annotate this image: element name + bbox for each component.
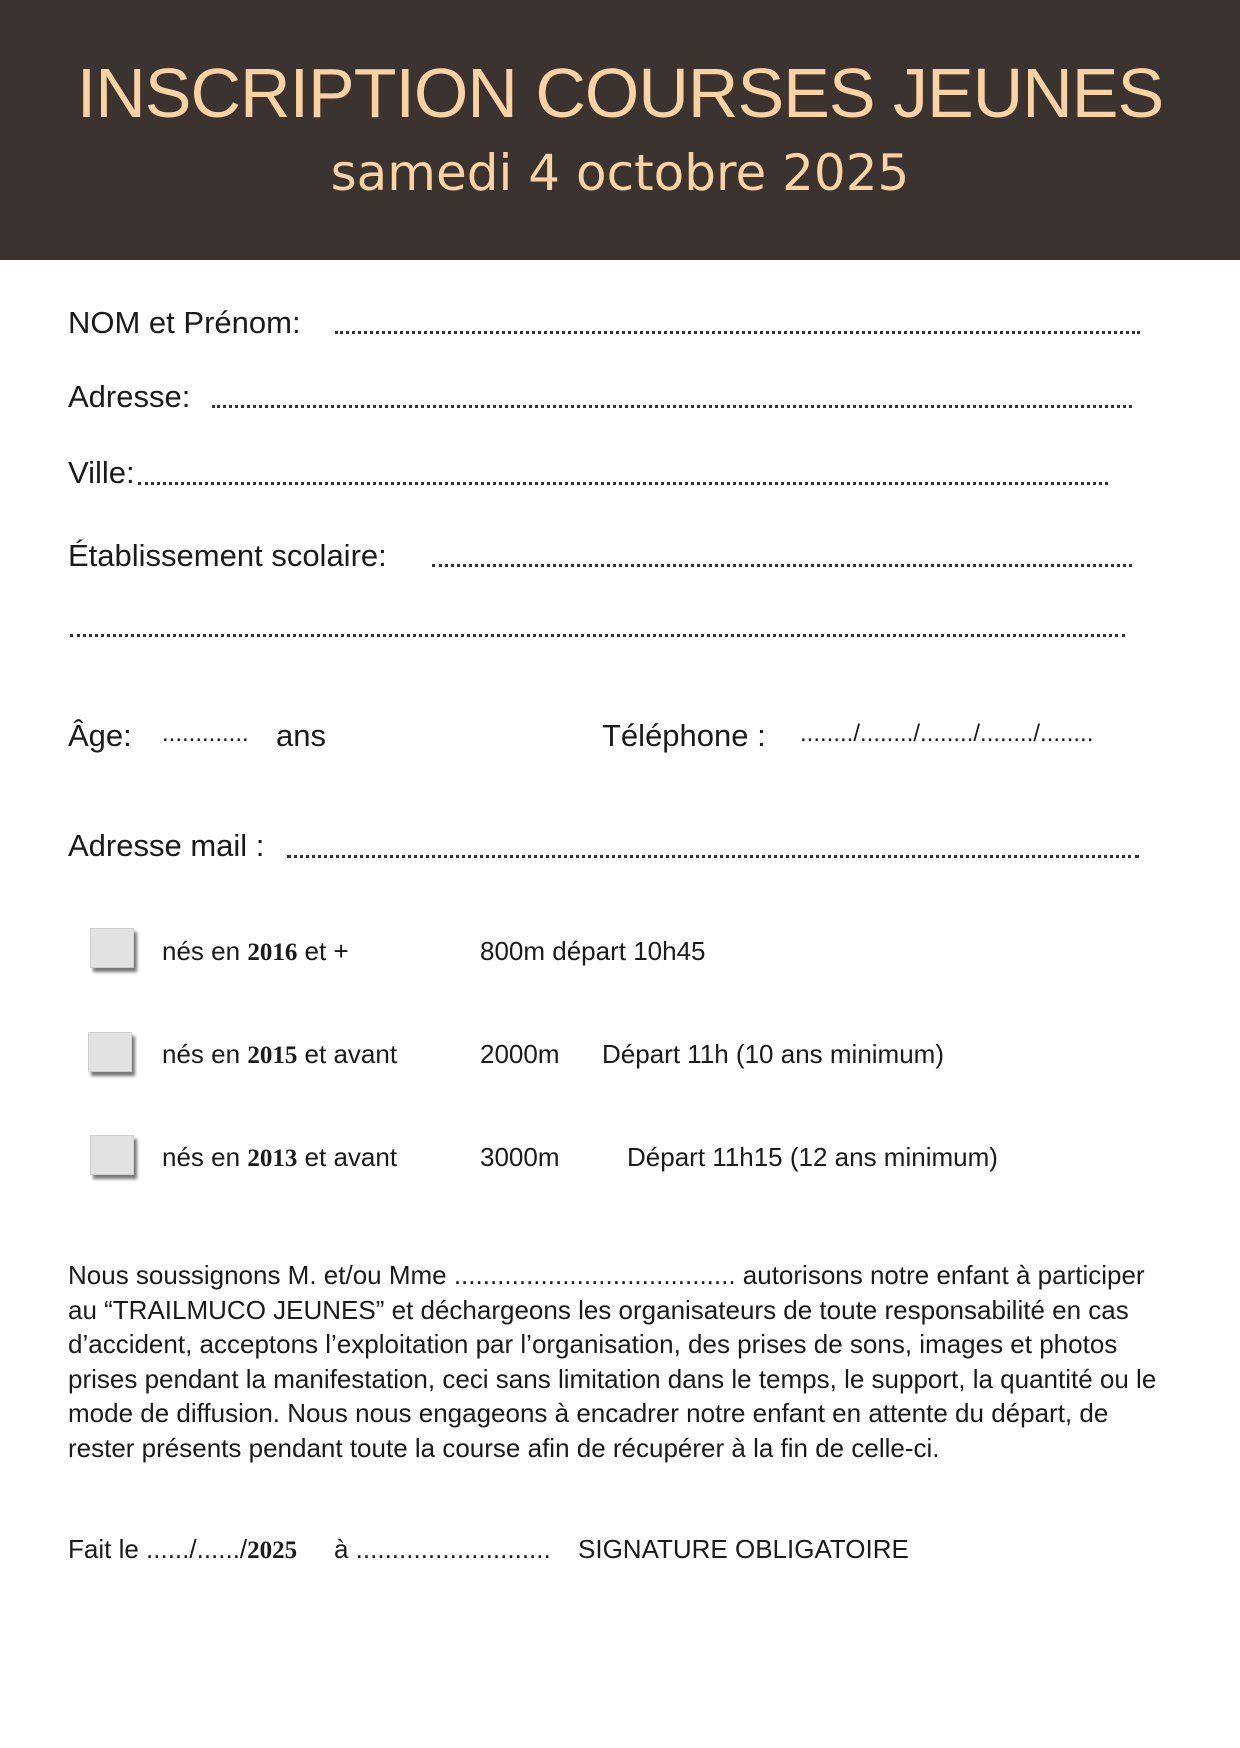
- page-title: INSCRIPTION COURSES JEUNES: [76, 54, 1164, 132]
- phone-label: Téléphone :: [602, 718, 766, 753]
- option-prefix: nés en: [162, 936, 241, 966]
- signature-label: SIGNATURE OBLIGATOIRE: [578, 1534, 909, 1564]
- option-2013-start: Départ 11h15 (12 ans minimum): [627, 1142, 998, 1172]
- city-label: Ville:: [68, 455, 135, 490]
- option-2016-distance: 800m départ 10h45: [480, 936, 706, 966]
- age-unit: ans: [276, 718, 326, 753]
- place-field[interactable]: à ...........................: [334, 1534, 551, 1564]
- date-field[interactable]: [68, 1536, 297, 1563]
- option-2015-start: Départ 11h (10 ans minimum): [602, 1039, 944, 1069]
- name-label: NOM et Prénom:: [68, 305, 301, 340]
- school-field[interactable]: [432, 564, 1132, 567]
- email-field[interactable]: [287, 855, 1139, 858]
- option-prefix: nés en: [162, 1039, 241, 1069]
- authorization-paragraph: Nous soussignons M. et/ou Mme ....................................... autorisons notre enfant à participer au “TRAILMUCO JEUNES” et déchargeons les organisateurs de toute responsabilité en cas d’accident, acceptons l’exploitation par l’organisation, des prises de sons, images et photos prises pendant la manifestation, ceci sans limitation dans le temps, le support, la quantité ou le mode de diffusion. Nous nous engageons à encadrer notre enfant en attente du départ, de rester présents pendant toute la course afin de récupérer à la fin de celle-ci.: [68, 1260, 1157, 1463]
- option-suffix: et avant: [304, 1039, 398, 1069]
- option-2015-distance: 2000m: [480, 1039, 560, 1069]
- option-2013-checkbox[interactable]: [90, 1135, 134, 1175]
- school-field-line2[interactable]: [70, 634, 1125, 637]
- age-label: Âge:: [68, 718, 132, 753]
- option-2016-checkbox[interactable]: [90, 928, 134, 968]
- phone-field[interactable]: ......../......../......../......../........: [800, 720, 1094, 747]
- email-label: Adresse mail :: [68, 828, 265, 863]
- option-year: 2013: [247, 1145, 298, 1172]
- option-2015-label: [162, 1041, 397, 1068]
- school-label: Établissement scolaire:: [68, 538, 387, 573]
- age-field[interactable]: .............: [162, 720, 249, 747]
- city-field[interactable]: [138, 482, 1108, 485]
- option-2013-distance: 3000m: [480, 1142, 560, 1172]
- address-field[interactable]: [212, 405, 1132, 408]
- option-year: 2016: [247, 939, 298, 966]
- option-2016-label: [162, 938, 349, 965]
- option-year: 2015: [247, 1042, 298, 1069]
- option-suffix: et +: [304, 936, 349, 966]
- option-2013-label: [162, 1144, 397, 1171]
- option-suffix: et avant: [304, 1142, 398, 1172]
- option-prefix: nés en: [162, 1142, 241, 1172]
- page-subtitle: samedi 4 octobre 2025: [330, 144, 910, 202]
- date-prefix: Fait le ....../....../: [68, 1534, 248, 1564]
- header-banner: [0, 0, 1240, 260]
- date-year: 2025: [247, 1537, 298, 1564]
- address-label: Adresse:: [68, 379, 191, 414]
- name-field[interactable]: [335, 331, 1140, 334]
- option-2015-checkbox[interactable]: [88, 1032, 132, 1072]
